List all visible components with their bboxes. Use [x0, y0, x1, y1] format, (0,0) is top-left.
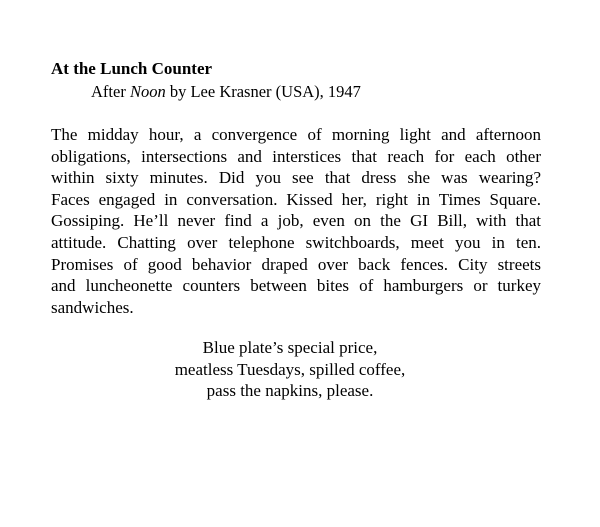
prose-line: Faces engaged in conversation. Kissed her, right in Times Square. [51, 189, 541, 209]
prose-line: within sixty minutes. Did you see that dress she was wearing? [51, 168, 541, 188]
prose-line: attitude. Chatting over telephone switchboards, meet you in ten. [51, 232, 541, 252]
subtitle-prefix: After [91, 82, 130, 101]
artwork-title: Noon [129, 82, 166, 101]
prose-line: and luncheonette counters between bites of hamburgers or turkey [51, 276, 541, 296]
prose-line: obligations, intersections and interstices that reach for each other [51, 146, 541, 166]
haiku-line: pass the napkins, please. [206, 381, 374, 401]
subtitle-suffix: by Lee Krasner (USA), 1947 [165, 82, 361, 101]
prose-line: Promises of good behavior draped over back fences. City streets [51, 254, 541, 274]
haiku-line: meatless Tuesdays, spilled coffee, [174, 359, 406, 379]
haiku-line: Blue plate’s special price, [202, 338, 378, 357]
prose-line: sandwiches. [51, 297, 134, 317]
prose-paragraph [51, 124, 541, 318]
prose-line: The midday hour, a convergence of morning light and afternoon [51, 125, 541, 144]
poem-title: At the Lunch Counter [51, 59, 213, 78]
haiku-stanza [130, 337, 450, 402]
prose-line: Gossiping. He’ll never find a job, even on the GI Bill, with that [51, 211, 541, 231]
poem-subtitle [91, 81, 361, 103]
